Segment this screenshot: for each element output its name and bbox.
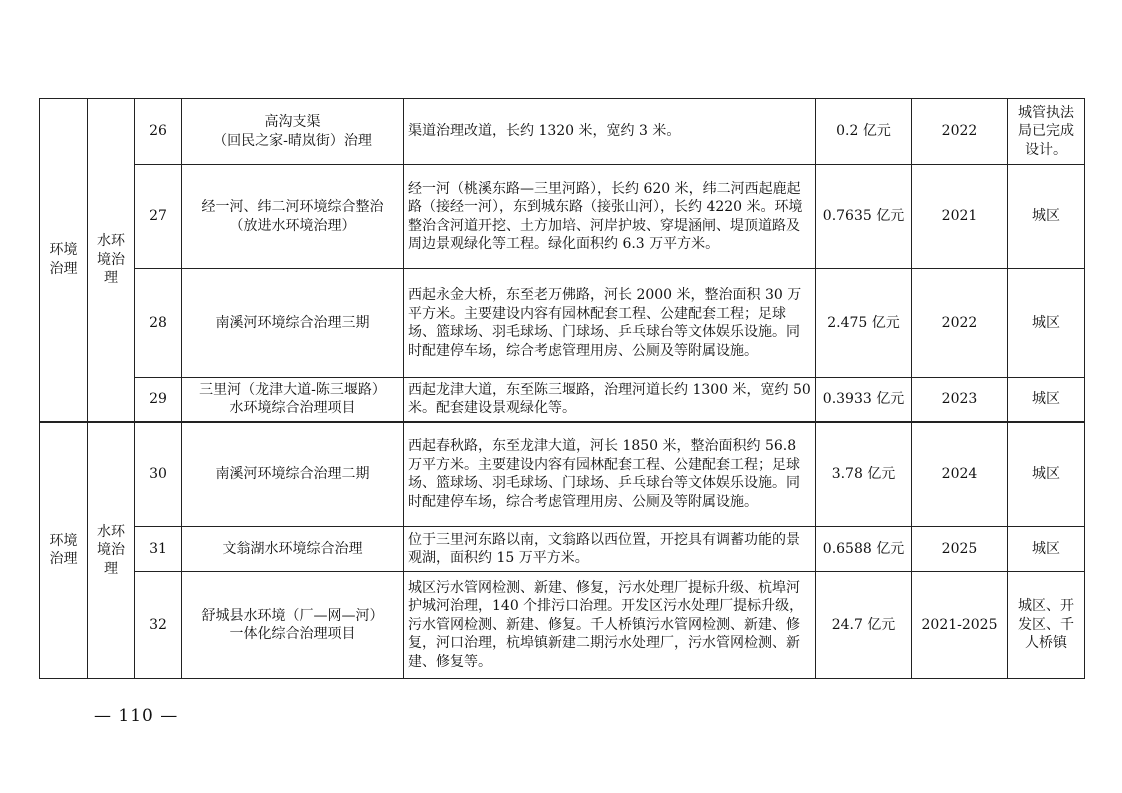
investment: 3.78 亿元: [816, 422, 912, 527]
row-number: 31: [135, 527, 182, 572]
project-name: 文翁湖水环境综合治理: [182, 527, 404, 572]
year: 2022: [912, 269, 1008, 378]
year: 2021-2025: [912, 572, 1008, 679]
project-name: 南溪河环境综合治理三期: [182, 269, 404, 378]
row-number: 29: [135, 378, 182, 422]
project-name: 舒城县水环境（厂—网—河） 一体化综合治理项目: [182, 572, 404, 679]
subcategory-cell: 水环境治理: [88, 422, 135, 679]
year: 2024: [912, 422, 1008, 527]
investment: 0.7635 亿元: [816, 165, 912, 269]
project-name: 经一河、纬二河环境综合整治 （放进水环境治理）: [182, 165, 404, 269]
location: 城区: [1008, 269, 1085, 378]
project-description: 西起春秋路，东至龙津大道，河长 1850 米，整治面积约 56.8 万平方米。主要建设内容有园林配套工程、公建配套工程；足球场、篮球场、羽毛球场、门球场、乒乓球台等文体娱乐设施。同时配建停车场，综合考虑管理用房、公厕及等附属设施。: [404, 422, 816, 527]
investment: 0.6588 亿元: [816, 527, 912, 572]
subcategory-cell: 水环境治理: [88, 99, 135, 422]
row-number: 30: [135, 422, 182, 527]
project-description: 经一河（桃溪东路—三里河路），长约 620 米，纬二河西起鹿起路（接经一河），东到城东路（接张山河），长约 4220 米。环境整治含河道开挖、土方加培、河岸护坡、穿堤涵闸、堤顶道路及周边景观绿化等工程。绿化面积约 6.3 万平方米。: [404, 165, 816, 269]
location: 城区: [1008, 378, 1085, 422]
location: 城管执法局已完成设计。: [1008, 99, 1085, 165]
project-name: 高沟支渠 （回民之家-晴岚街）治理: [182, 99, 404, 165]
category-cell: 环境治理: [40, 99, 88, 422]
year: 2021: [912, 165, 1008, 269]
page-number: — 110 —: [94, 706, 179, 726]
location: 城区: [1008, 165, 1085, 269]
location: 城区: [1008, 422, 1085, 527]
location: 城区: [1008, 527, 1085, 572]
project-description: 渠道治理改道，长约 1320 米，宽约 3 米。: [404, 99, 816, 165]
project-description: 位于三里河东路以南，文翁路以西位置，开挖具有调蓄功能的景观湖，面积约 15 万平方米。: [404, 527, 816, 572]
location: 城区、开发区、千人桥镇: [1008, 572, 1085, 679]
row-number: 28: [135, 269, 182, 378]
row-number: 32: [135, 572, 182, 679]
project-table: [39, 98, 1085, 679]
project-description: 城区污水管网检测、新建、修复，污水处理厂提标升级、杭埠河护城河治理，140 个排污口治理。开发区污水处理厂提标升级，污水管网检测、新建、修复。千人桥镇污水管网检测、新建、修复，河口治理，杭埠镇新建二期污水处理厂，污水管网检测、新建、修复等。: [404, 572, 816, 679]
investment: 2.475 亿元: [816, 269, 912, 378]
row-number: 27: [135, 165, 182, 269]
year: 2025: [912, 527, 1008, 572]
row-number: 26: [135, 99, 182, 165]
project-name: 三里河（龙津大道-陈三堰路） 水环境综合治理项目: [182, 378, 404, 422]
project-description: 西起龙津大道，东至陈三堰路，治理河道长约 1300 米，宽约 50 米。配套建设景观绿化等。: [404, 378, 816, 422]
project-description: 西起永金大桥，东至老万佛路，河长 2000 米，整治面积 30 万平方米。主要建设内容有园林配套工程、公建配套工程；足球场、篮球场、羽毛球场、门球场、乒乓球台等文体娱乐设施。同时配建停车场，综合考虑管理用房、公厕及等附属设施。: [404, 269, 816, 378]
year: 2022: [912, 99, 1008, 165]
investment: 0.2 亿元: [816, 99, 912, 165]
investment: 24.7 亿元: [816, 572, 912, 679]
project-name: 南溪河环境综合治理二期: [182, 422, 404, 527]
investment: 0.3933 亿元: [816, 378, 912, 422]
year: 2023: [912, 378, 1008, 422]
category-cell: 环境治理: [40, 422, 88, 679]
